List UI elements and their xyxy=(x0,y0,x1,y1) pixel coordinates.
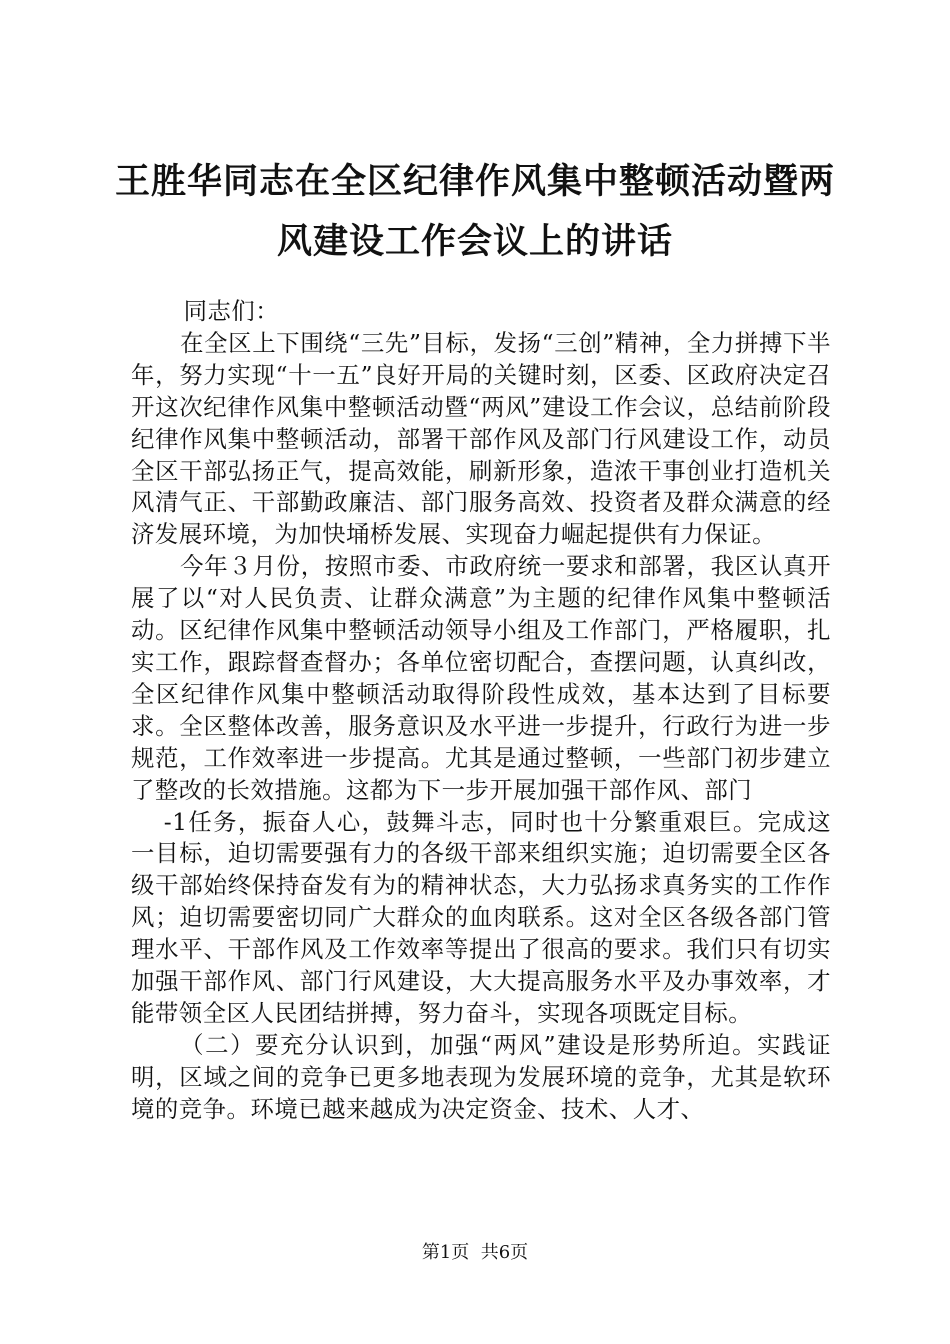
paragraph-3: -1任务，振奋人心，鼓舞斗志，同时也十分繁重艰巨。完成这一目标，迫切需要强有力的各级干部来组织实施；迫切需要全区各级干部始终保持奋发有为的精神状态，大力弘扬求真务实的工作作风；迫切需要密切同广大群众的血肉联系。这对全区各级各部门管理水平、干部作风及工作效率等提出了很高的要求。我们只有切实加强干部作风、部门行风建设，大大提高服务水平及办事效率，才能带领全区人民团结拼搏，努力奋斗，实现各项既定目标。 xyxy=(131,807,831,1027)
salutation: 同志们： xyxy=(183,297,280,325)
document-title-line-2: 风建设工作会议上的讲话 xyxy=(276,221,673,262)
document-title-line-1: 王胜华同志在全区纪律作风集中整顿活动暨两 xyxy=(114,161,835,202)
paragraph-2: 今年３月份，按照市委、市政府统一要求和部署，我区认真开展了以“对人民负责、让群众满意”为主题的纪律作风集中整顿活动。区纪律作风集中整顿活动领导小组及工作部门，严格履职，扎实工作，跟踪督查督办；各单位密切配合，查摆问题，认真纠改，全区纪律作风集中整顿活动取得阶段性成效，基本达到了目标要求。全区整体改善，服务意识及水平进一步提升，行政行为进一步规范，工作效率进一步提高。尤其是通过整顿，一些部门初步建立了整改的长效措施。这都为下一步开展加强干部作风、部门 xyxy=(131,552,831,804)
paragraph-1: 在全区上下围绕“三先”目标，发扬“三创”精神，全力拼搏下半年，努力实现“十一五”良好开局的关键时刻，区委、区政府决定召开这次纪律作风集中整顿活动暨“两风”建设工作会议，总结前阶段纪律作风集中整顿活动，部署干部作风及部门行风建设工作，动员全区干部弘扬正气，提高效能，刷新形象，造浓干事创业打造机关风清气正、干部勤政廉洁、部门服务高效、投资者及群众满意的经济发展环境，为加快埇桥发展、实现奋力崛起提供有力保证。 xyxy=(131,328,831,549)
document-body xyxy=(131,296,831,1126)
page-number-footer: 第1页 共6页 xyxy=(421,1242,529,1263)
paragraph-4: （二）要充分认识到，加强“两风”建设是形势所迫。实践证明，区域之间的竞争已更多地表现为发展环境的竞争，尤其是软环境的竞争。环境已越来越成为决定资金、技术、人才、 xyxy=(131,1030,831,1123)
